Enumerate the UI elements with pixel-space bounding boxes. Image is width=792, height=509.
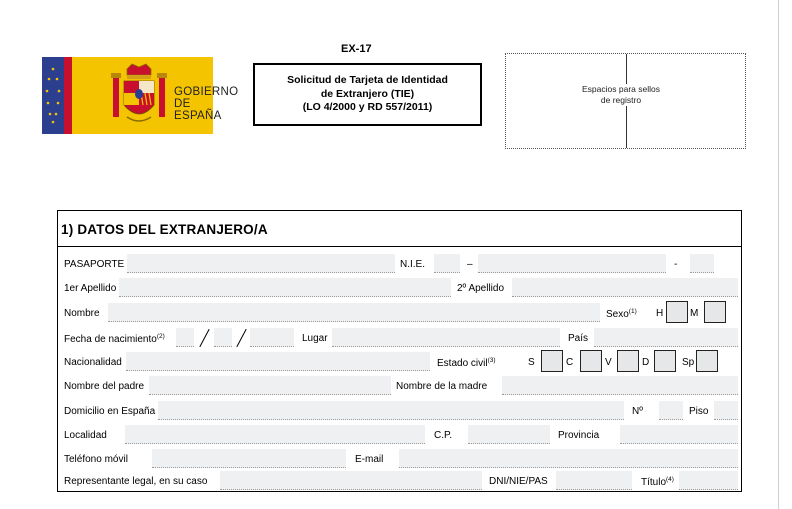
logo-line1: GOBIERNO xyxy=(174,86,239,98)
stamp-text xyxy=(546,84,696,106)
nie-number-field[interactable] xyxy=(478,254,666,273)
nombre-field[interactable] xyxy=(108,303,600,322)
section-datos-extranjero xyxy=(57,210,742,492)
apellido1-label: 1er Apellido xyxy=(64,283,117,294)
email-field[interactable] xyxy=(399,449,738,468)
localidad-field[interactable] xyxy=(125,425,425,444)
section-title: 1) DATOS DEL EXTRANJERO/A xyxy=(61,222,268,237)
logo-line2: DE ESPAÑA xyxy=(174,98,222,122)
fecha-nac-label-text: Fecha de nacimiento xyxy=(64,334,157,345)
lugar-field[interactable] xyxy=(332,328,560,347)
gobierno-logo xyxy=(42,57,239,134)
sexo-m-label: M xyxy=(690,308,699,319)
apellido2-label: 2º Apellido xyxy=(457,283,505,294)
pais-label: País xyxy=(568,333,589,344)
fecha-anio-field[interactable] xyxy=(250,328,294,347)
title-line2: de Extranjero (TIE) xyxy=(320,87,415,100)
nie-separator-1: – xyxy=(467,259,473,270)
estado-civil-note: (3) xyxy=(487,357,496,364)
titulo-label-text: Título xyxy=(641,477,667,488)
pasaporte-field[interactable] xyxy=(127,254,395,273)
form-title-box xyxy=(253,63,482,126)
row-nacimiento xyxy=(58,325,741,349)
piso-label: Piso xyxy=(689,406,709,417)
eu-stars-icon xyxy=(42,63,64,128)
nacionalidad-label: Nacionalidad xyxy=(64,357,122,368)
piso-field[interactable] xyxy=(714,401,738,420)
dni-label: DNI/NIE/PAS xyxy=(489,476,548,487)
email-label: E-mail xyxy=(355,454,384,465)
apellido2-field[interactable] xyxy=(512,278,738,297)
row-localidad xyxy=(58,422,741,446)
stamp-line2: de registro xyxy=(600,95,642,105)
provincia-field[interactable] xyxy=(620,425,738,444)
ec-v-checkbox[interactable] xyxy=(617,350,639,372)
page-edge-rule xyxy=(778,0,779,509)
nombre-madre-label: Nombre de la madre xyxy=(396,381,488,392)
row-domicilio xyxy=(58,398,741,422)
row-representante xyxy=(58,468,741,492)
ec-s-label: S xyxy=(528,357,535,368)
ec-d-label: D xyxy=(642,357,650,368)
row-nacionalidad xyxy=(58,349,741,373)
row-pasaporte xyxy=(58,251,741,275)
nie-control-field[interactable] xyxy=(690,254,714,273)
sexo-note: (1) xyxy=(628,308,637,315)
ec-sp-label: Sp xyxy=(682,357,695,368)
nacionalidad-field[interactable] xyxy=(126,352,430,371)
nie-separator-2: - xyxy=(674,259,678,270)
row-nombre xyxy=(58,300,741,324)
ec-s-checkbox[interactable] xyxy=(541,350,563,372)
titulo-field[interactable] xyxy=(679,471,738,490)
ec-c-label: C xyxy=(566,357,574,368)
title-line3: (LO 4/2000 y RD 557/2011) xyxy=(302,101,433,114)
ec-d-checkbox[interactable] xyxy=(654,350,676,372)
domicilio-label: Domicilio en España xyxy=(64,406,156,417)
pasaporte-label: PASAPORTE xyxy=(64,259,125,270)
estado-civil-label xyxy=(437,357,496,369)
gobierno-text xyxy=(174,86,238,122)
registry-stamp-area xyxy=(505,53,746,149)
title-line1: Solicitud de Tarjeta de Identidad xyxy=(287,74,448,87)
sexo-h-label: H xyxy=(656,308,664,319)
ec-sp-checkbox[interactable] xyxy=(696,350,718,372)
form-code: EX-17 xyxy=(341,43,372,55)
ec-v-label: V xyxy=(605,357,612,368)
estado-civil-label-text: Estado civil xyxy=(437,358,488,369)
numero-field[interactable] xyxy=(659,401,683,420)
provincia-label: Provincia xyxy=(558,430,600,441)
sexo-label-text: Sexo xyxy=(606,309,629,320)
coat-of-arms-icon xyxy=(110,63,168,129)
cp-label: C.P. xyxy=(434,430,453,441)
dni-field[interactable] xyxy=(556,471,632,490)
row-contacto xyxy=(58,446,741,470)
numero-label: Nº xyxy=(632,406,643,417)
nombre-label: Nombre xyxy=(64,308,100,319)
section-header xyxy=(58,211,741,247)
fecha-mes-field[interactable] xyxy=(214,328,232,347)
nombre-padre-field[interactable] xyxy=(149,376,391,395)
fecha-nac-note: (2) xyxy=(156,333,165,340)
date-slash-2 xyxy=(236,329,246,347)
date-slash-1 xyxy=(199,329,209,347)
stamp-line1: Espacios para sellos xyxy=(582,84,660,94)
localidad-label: Localidad xyxy=(64,430,107,441)
nombre-padre-label: Nombre del padre xyxy=(64,381,145,392)
cp-field[interactable] xyxy=(468,425,550,444)
nie-letter-field[interactable] xyxy=(434,254,460,273)
sexo-h-checkbox[interactable] xyxy=(666,301,688,323)
fecha-dia-field[interactable] xyxy=(176,328,194,347)
sexo-label xyxy=(606,308,637,320)
sexo-m-checkbox[interactable] xyxy=(704,301,726,323)
representante-field[interactable] xyxy=(220,471,482,490)
nie-label: N.I.E. xyxy=(400,259,426,270)
flag-stripe xyxy=(64,57,72,134)
fecha-nac-label xyxy=(64,333,165,345)
apellido1-field[interactable] xyxy=(119,278,451,297)
titulo-note: (4) xyxy=(666,476,674,483)
telefono-field[interactable] xyxy=(152,449,346,468)
row-apellidos xyxy=(58,275,741,299)
ec-c-checkbox[interactable] xyxy=(580,350,602,372)
lugar-label: Lugar xyxy=(302,333,328,344)
telefono-label: Teléfono móvil xyxy=(64,454,128,465)
nombre-madre-field[interactable] xyxy=(502,376,738,395)
domicilio-field[interactable] xyxy=(158,401,624,420)
row-padres xyxy=(58,373,741,397)
titulo-label xyxy=(641,476,674,488)
representante-label: Representante legal, en su caso xyxy=(64,476,208,487)
pais-field[interactable] xyxy=(594,328,738,347)
